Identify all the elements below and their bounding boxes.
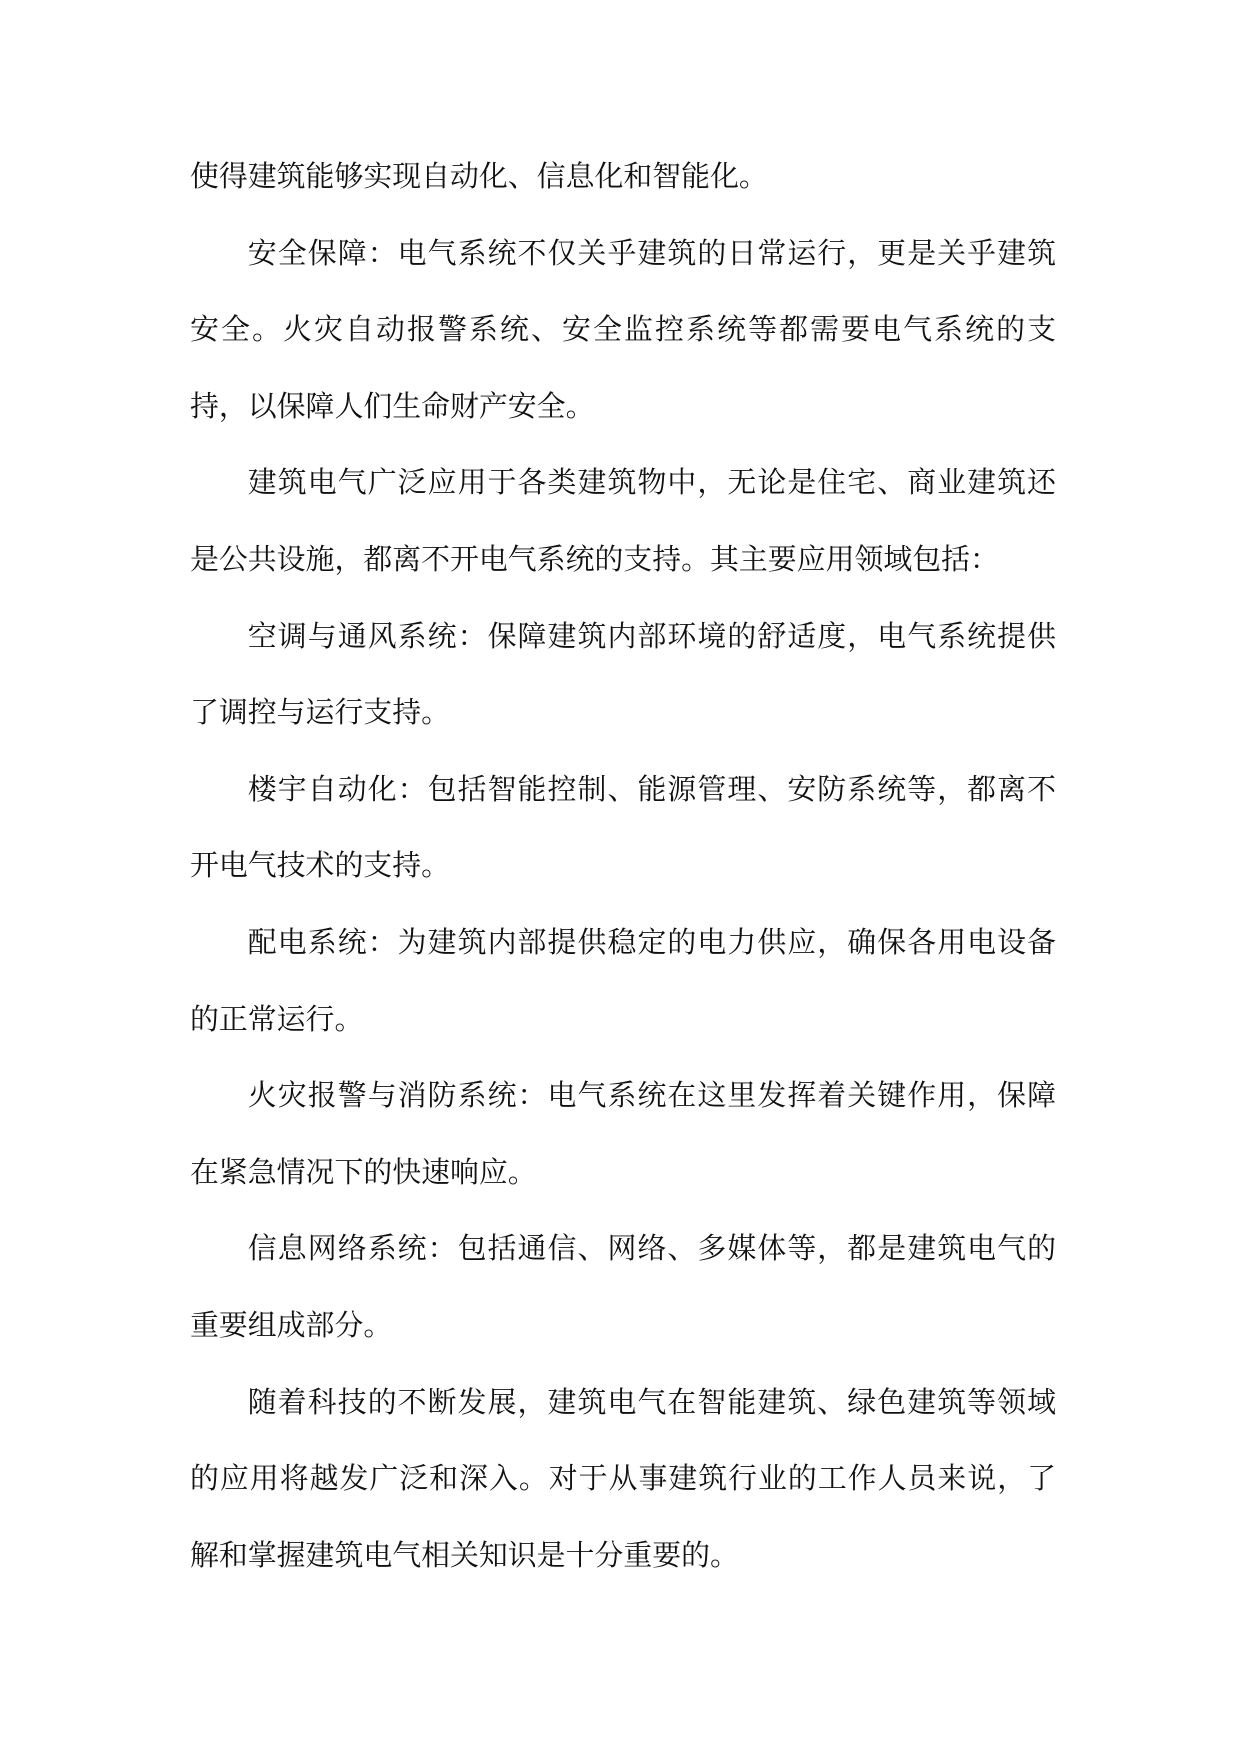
paragraph-safety: 安全保障：电气系统不仅关乎建筑的日常运行，更是关乎建筑安全。火灾自动报警系统、安全监控系统等都需要电气系统的支持，以保障人们生命财产安全。 (190, 235, 1056, 423)
paragraph-power-distribution: 配电系统：为建筑内部提供稳定的电力供应，确保各用电设备的正常运行。 (190, 924, 1056, 1036)
paragraph-applications-intro: 建筑电气广泛应用于各类建筑物中，无论是住宅、商业建筑还是公共设施，都离不开电气系统的支持。其主要应用领域包括： (190, 465, 1056, 576)
paragraph-hvac: 空调与通风系统：保障建筑内部环境的舒适度，电气系统提供了调控与运行支持。 (190, 618, 1056, 730)
paragraph-information-network: 信息网络系统：包括通信、网络、多媒体等，都是建筑电气的重要组成部分。 (190, 1231, 1056, 1342)
paragraph-conclusion: 随着科技的不断发展，建筑电气在智能建筑、绿色建筑等领域的应用将越发广泛和深入。对于从事建筑行业的工作人员来说，了解和掌握建筑电气相关知识是十分重要的。 (190, 1384, 1056, 1572)
paragraph-continuation: 使得建筑能够实现自动化、信息化和智能化。 (190, 159, 768, 193)
paragraph-fire-alarm: 火灾报警与消防系统：电气系统在这里发挥着关键作用，保障在紧急情况下的快速响应。 (190, 1078, 1056, 1189)
paragraph-building-automation: 楼宇自动化：包括智能控制、能源管理、安防系统等，都离不开电气技术的支持。 (190, 771, 1056, 883)
document-body (190, 138, 1056, 1593)
